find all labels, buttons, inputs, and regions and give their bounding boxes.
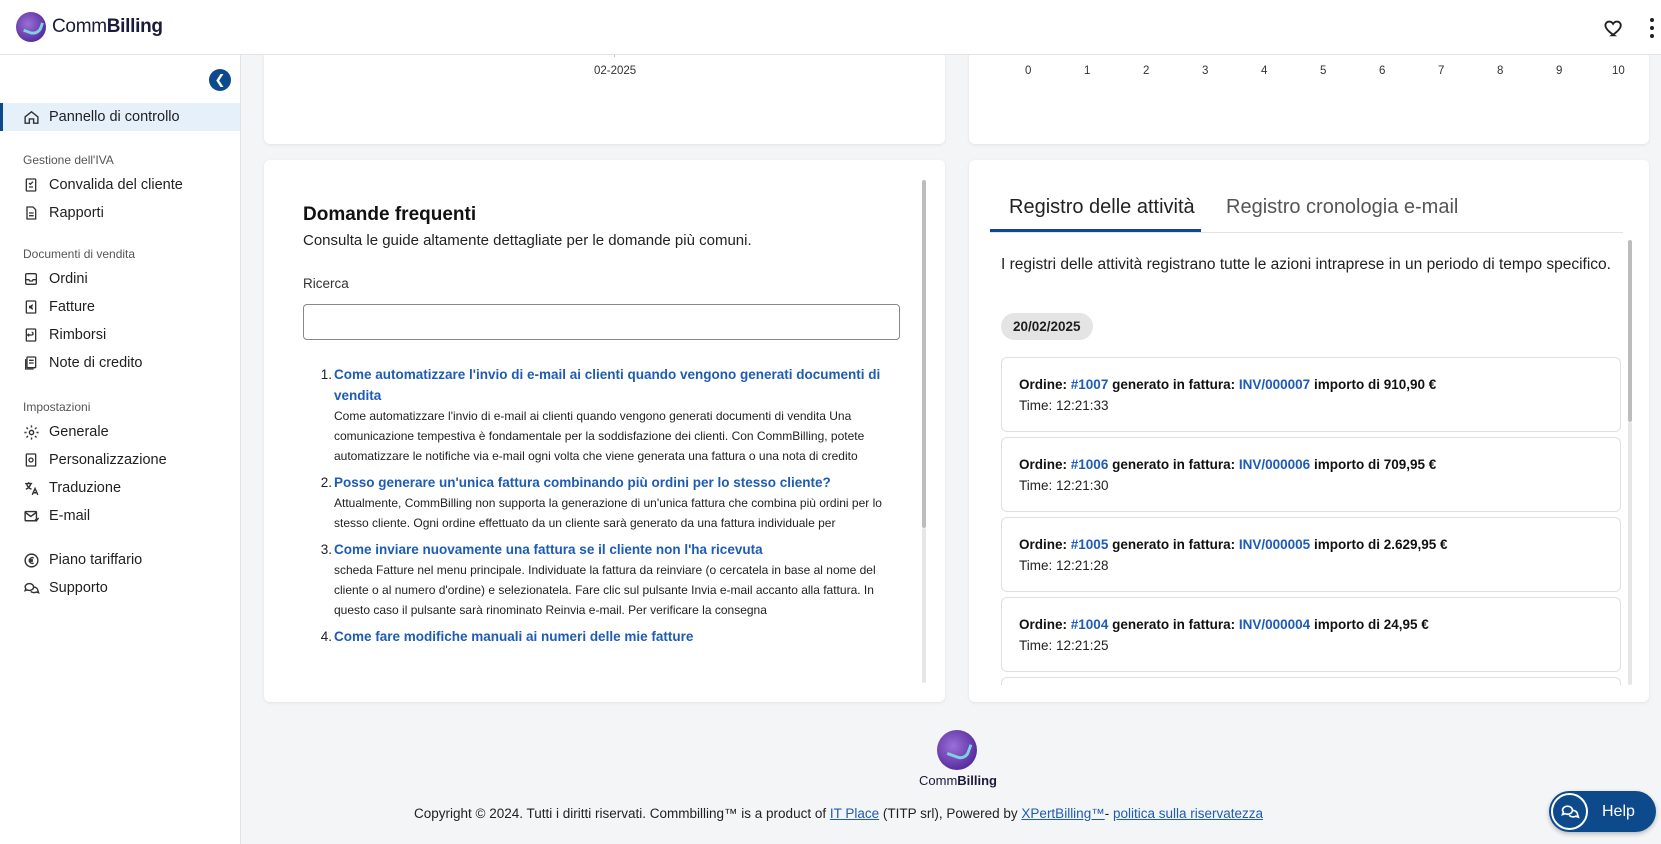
order-link[interactable]: #1006 <box>1070 457 1109 472</box>
tabs-divider <box>990 232 1623 233</box>
x-axis-tick-label: 9 <box>1556 65 1563 77</box>
activity-scrollbar-track[interactable] <box>1628 422 1632 685</box>
chat-bubbles-icon <box>1551 793 1588 830</box>
amount-label: importo di <box>1313 617 1380 632</box>
faq-number: 2. <box>320 475 332 490</box>
x-axis-tick-label: 02-2025 <box>594 65 637 77</box>
report-icon <box>22 204 40 222</box>
faq-question-link[interactable]: Come fare modifiche manuali ai numeri delle mie fatture <box>334 629 694 644</box>
copyright-dash: - <box>1104 806 1113 821</box>
amount-value: 709,95 € <box>1383 457 1437 472</box>
sidebar-item-pricing-plan[interactable] <box>0 546 240 574</box>
x-axis-tick-label: 10 <box>1612 65 1625 77</box>
invoice-link[interactable]: INV/000006 <box>1238 457 1311 472</box>
help-label: Help <box>1602 802 1635 820</box>
copyright-prefix: Copyright © 2024. Tutti i diritti riservati. Commbilling™ is a product of <box>413 806 830 821</box>
sidebar-item-dashboard[interactable] <box>0 103 240 131</box>
tab-activity-log[interactable]: Registro delle attività <box>1009 196 1195 218</box>
x-axis-tick-label: 4 <box>1261 65 1268 77</box>
x-axis-tick-label: 6 <box>1379 65 1386 77</box>
sidebar-item-label: Rapporti <box>49 205 104 221</box>
faq-answer: scheda Fatture nel menu principale. Individuate la fattura da reinviare (o cercatela in base al nome del cliente o al numero d'ordine) e selezionatela. Fare clic sul pulsante Invia e-mail accanto alla fattura. In questo caso il pulsante sarà rinominato Reinvia e-mail. Per verificare la consegna <box>334 563 876 617</box>
x-axis-tick-label: 3 <box>1202 65 1209 77</box>
faq-list <box>303 364 903 656</box>
help-button[interactable] <box>1549 791 1656 832</box>
xpertbilling-link[interactable]: XPertBilling™ <box>1021 806 1105 821</box>
amount-label: importo di <box>1313 537 1380 552</box>
sidebar-item-credit-notes[interactable] <box>0 349 240 377</box>
copyright-mid: (TITP srl), Powered by <box>879 806 1022 821</box>
sidebar-item-refunds[interactable] <box>0 321 240 349</box>
x-axis-tick-label: 0 <box>1025 65 1032 77</box>
faq-number: 4. <box>320 629 332 644</box>
sidebar-item-support[interactable] <box>0 574 240 602</box>
activity-card <box>969 160 1649 702</box>
top-bar <box>0 0 1661 55</box>
refund-icon <box>22 326 40 344</box>
search-label: Ricerca <box>303 276 349 291</box>
order-label: Ordine: <box>1019 457 1068 472</box>
faq-question-link[interactable]: Posso generare un'unica fattura combinando più ordini per lo stesso cliente? <box>334 475 831 490</box>
faq-number: 3. <box>320 542 332 557</box>
sidebar-item-label: E-mail <box>49 508 91 524</box>
footer-logo <box>919 730 995 788</box>
sidebar-item-label: Supporto <box>49 580 108 596</box>
tab-email-history[interactable]: Registro cronologia e-mail <box>1226 196 1459 218</box>
faq-card <box>264 160 945 702</box>
copyright-text <box>0 806 1436 821</box>
euro-circle-icon <box>22 551 40 569</box>
sidebar-item-email[interactable] <box>0 502 240 530</box>
faq-search-input[interactable] <box>303 304 900 340</box>
inbox-icon <box>22 270 40 288</box>
privacy-policy-link[interactable]: politica sulla riservatezza <box>1112 806 1264 821</box>
generated-label: generato in fattura: <box>1112 617 1236 632</box>
faq-title: Domande frequenti <box>303 204 477 225</box>
sidebar-section-sales-docs: Documenti di vendita <box>23 247 136 261</box>
euro-invoice-icon <box>22 298 40 316</box>
chart-card-left <box>264 40 945 144</box>
home-icon <box>22 108 40 126</box>
sidebar-item-label: Note di credito <box>49 355 143 371</box>
log-time: Time: 12:21:30 <box>1019 478 1109 493</box>
x-axis-tick-label: 1 <box>1084 65 1091 77</box>
commbilling-logo-icon <box>16 12 46 42</box>
sidebar-item-orders[interactable] <box>0 265 240 293</box>
x-axis-tick-label: 5 <box>1320 65 1327 77</box>
support-chat-icon <box>22 579 40 597</box>
sidebar-item-label: Ordini <box>49 271 88 287</box>
gear-icon <box>22 423 40 441</box>
amount-label: importo di <box>1313 377 1380 392</box>
faq-item <box>303 539 903 620</box>
faq-subtitle: Consulta le guide altamente dettagliate per le domande più comuni. <box>303 232 752 249</box>
order-link[interactable]: #1005 <box>1070 537 1109 552</box>
sidebar-item-label: Piano tariffario <box>49 552 143 568</box>
sidebar-item-label: Personalizzazione <box>49 452 167 468</box>
generated-label: generato in fattura: <box>1112 377 1236 392</box>
sidebar <box>0 55 241 844</box>
app-logo[interactable] <box>16 12 163 42</box>
faq-scrollbar[interactable] <box>922 180 926 528</box>
faq-number: 1. <box>320 367 332 382</box>
sidebar-item-general[interactable] <box>0 418 240 446</box>
order-link[interactable]: #1004 <box>1070 617 1109 632</box>
date-badge: 20/02/2025 <box>1001 313 1093 340</box>
log-time: Time: 12:21:25 <box>1019 638 1109 653</box>
generated-label: generato in fattura: <box>1112 537 1236 552</box>
sidebar-collapse-button[interactable]: ❮ <box>209 69 231 91</box>
credit-note-icon <box>22 354 40 372</box>
customize-icon <box>22 451 40 469</box>
amount-value: 2.629,95 € <box>1383 537 1448 552</box>
invoice-link[interactable]: INV/000004 <box>1238 617 1311 632</box>
sidebar-item-customer-validation[interactable] <box>0 171 240 199</box>
faq-answer: Come automatizzare l'invio di e-mail ai clienti quando vengono generati documenti di vendita Una comunicazione tempestiva è fondamentale per la soddisfazione dei clienti. Con CommBilling, potete automatizzare le notifiche via e-mail ogni volta che viene generata una fattura o una nota di credito <box>334 409 865 463</box>
app-title: CommBilling <box>52 16 163 37</box>
sidebar-item-translation[interactable] <box>0 474 240 502</box>
amount-label: importo di <box>1313 457 1380 472</box>
more-options-icon[interactable] <box>1649 18 1655 38</box>
faq-question-link[interactable]: Come automatizzare l'invio di e-mail ai clienti quando vengono generati documenti di vendita <box>334 367 881 403</box>
generated-label: generato in fattura: <box>1112 457 1236 472</box>
activity-scrollbar[interactable] <box>1628 240 1632 422</box>
sidebar-item-invoices[interactable] <box>0 293 240 321</box>
sidebar-item-label: Pannello di controllo <box>49 109 180 125</box>
sidebar-item-label: Fatture <box>49 299 95 315</box>
commbilling-logo-icon <box>937 730 977 770</box>
sidebar-item-label: Generale <box>49 424 109 440</box>
sidebar-item-reports[interactable] <box>0 199 240 227</box>
activity-log-entry-partial <box>1001 677 1621 685</box>
chart-card-right <box>969 40 1649 144</box>
order-label: Ordine: <box>1019 617 1068 632</box>
sidebar-item-label: Rimborsi <box>49 327 107 343</box>
x-axis-tick-label: 8 <box>1497 65 1504 77</box>
activity-log-entry <box>1001 517 1621 592</box>
order-label: Ordine: <box>1019 537 1068 552</box>
sidebar-item-label: Traduzione <box>49 480 122 496</box>
faq-item <box>303 364 903 466</box>
sidebar-section-settings: Impostazioni <box>23 400 91 414</box>
faq-scrollbar-track[interactable] <box>922 528 926 683</box>
sidebar-item-label: Convalida del cliente <box>49 177 183 193</box>
amount-value: 24,95 € <box>1383 617 1429 632</box>
heart-icon[interactable] <box>1603 17 1625 39</box>
document-check-icon <box>22 176 40 194</box>
sidebar-section-vat: Gestione dell'IVA <box>23 153 114 167</box>
it-place-link[interactable]: IT Place <box>829 806 880 821</box>
sidebar-item-customization[interactable] <box>0 446 240 474</box>
x-axis-tick-label: 2 <box>1143 65 1150 77</box>
faq-question-link[interactable]: Come inviare nuovamente una fattura se il cliente non l'ha ricevuta <box>334 542 763 557</box>
translate-icon <box>22 479 40 497</box>
faq-answer: Attualmente, CommBilling non supporta la generazione di un'unica fattura che combina più ordini per lo stesso cliente. Ogni ordine effettuato da un cliente sarà generato da una fattura individuale per <box>334 496 882 530</box>
activity-log-entry <box>1001 437 1621 512</box>
faq-item <box>303 472 903 533</box>
invoice-link[interactable]: INV/000005 <box>1238 537 1311 552</box>
order-link[interactable]: #1007 <box>1070 377 1109 392</box>
log-time: Time: 12:21:28 <box>1019 558 1109 573</box>
activity-description: I registri delle attività registrano tutte le azioni intraprese in un periodo di tempo specifico. <box>1001 256 1611 273</box>
amount-value: 910,90 € <box>1383 377 1437 392</box>
mail-icon <box>22 507 40 525</box>
x-axis-tick-label: 7 <box>1438 65 1445 77</box>
activity-log-entry <box>1001 597 1621 672</box>
footer-brand: CommBilling <box>919 773 997 788</box>
invoice-link[interactable]: INV/000007 <box>1238 377 1311 392</box>
log-time: Time: 12:21:33 <box>1019 398 1109 413</box>
order-label: Ordine: <box>1019 377 1068 392</box>
activity-log-entry <box>1001 357 1621 432</box>
faq-item <box>303 626 903 647</box>
